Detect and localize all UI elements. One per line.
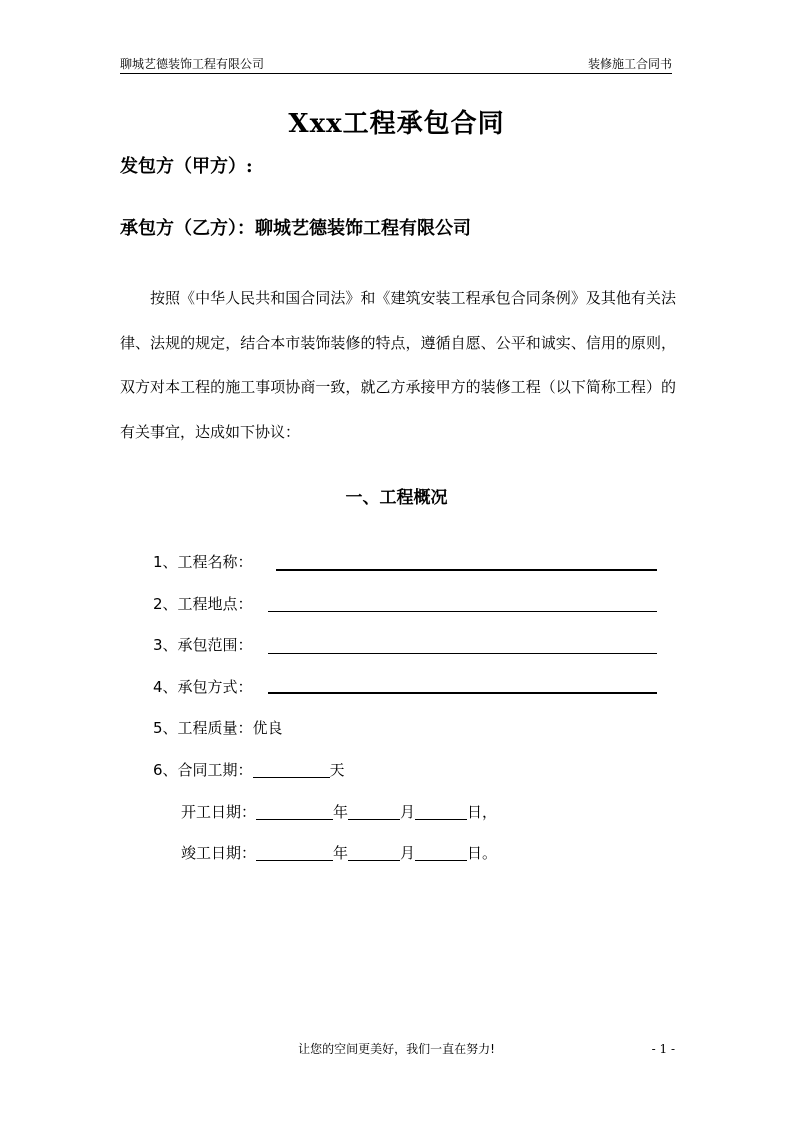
- contract-period-label: 6、合同工期：: [153, 761, 253, 779]
- project-location-row: [153, 593, 253, 615]
- end-date-label: 竣工日期：: [181, 844, 257, 862]
- page-header: [120, 56, 672, 74]
- contract-mode-row: [153, 676, 253, 698]
- start-date-row: [181, 801, 497, 823]
- contract-period-row: [153, 759, 345, 781]
- start-day-label: 日，: [467, 803, 498, 821]
- header-company: 聊城艺德装饰工程有限公司: [120, 57, 265, 71]
- project-location-label: 2、工程地点：: [153, 595, 253, 613]
- start-year-field[interactable]: [256, 801, 333, 820]
- project-name-row: [153, 551, 253, 573]
- contract-mode-field[interactable]: [268, 692, 657, 694]
- end-month-label: 月: [400, 844, 416, 862]
- end-day-field[interactable]: [415, 842, 467, 861]
- start-date-label: 开工日期：: [181, 803, 257, 821]
- contract-scope-field[interactable]: [268, 653, 657, 654]
- end-month-field[interactable]: [348, 842, 400, 861]
- contract-scope-label: 3、承包范围：: [153, 636, 253, 654]
- header-doc-type: 装修施工合同书: [587, 57, 672, 71]
- contract-scope-row: [153, 634, 253, 656]
- start-day-field[interactable]: [415, 801, 467, 820]
- contract-period-unit: 天: [329, 761, 345, 779]
- project-name-label: 1、工程名称：: [153, 553, 253, 571]
- party-b-label: 承包方（乙方）：聊城艺德装饰工程有限公司: [120, 218, 471, 239]
- contract-mode-label: 4、承包方式：: [153, 678, 253, 696]
- section-title: 一、工程概况: [345, 488, 448, 508]
- end-year-label: 年: [333, 844, 349, 862]
- contract-period-field[interactable]: [253, 759, 330, 778]
- page-number: - 1 -: [651, 1042, 675, 1056]
- end-year-field[interactable]: [256, 842, 333, 861]
- end-date-row: [181, 842, 497, 864]
- project-name-field[interactable]: [276, 569, 657, 571]
- end-day-label: 日。: [467, 844, 498, 862]
- intro-paragraph: 按照《中华人民共和国合同法》和《建筑安装工程承包合同条例》及其他有关法律、法规的规定，结合本市装饰装修的特点，遵循自愿、公平和诚实、信用的原则，双方对本工程的施工事项协商一致，就乙方承接甲方的装修工程（以下简称工程）的有关事宜，达成如下协议：: [120, 289, 676, 442]
- party-a-label: 发包方（甲方）:: [120, 156, 253, 177]
- start-year-label: 年: [333, 803, 349, 821]
- document-title: Xxx工程承包合同: [288, 109, 505, 139]
- project-quality-label: 5、工程质量：优良: [153, 719, 283, 737]
- project-quality-row: [153, 717, 283, 739]
- start-month-field[interactable]: [348, 801, 400, 820]
- page-footer: 让您的空间更美好，我们一直在努力!: [298, 1042, 495, 1056]
- project-location-field[interactable]: [268, 611, 657, 612]
- start-month-label: 月: [400, 803, 416, 821]
